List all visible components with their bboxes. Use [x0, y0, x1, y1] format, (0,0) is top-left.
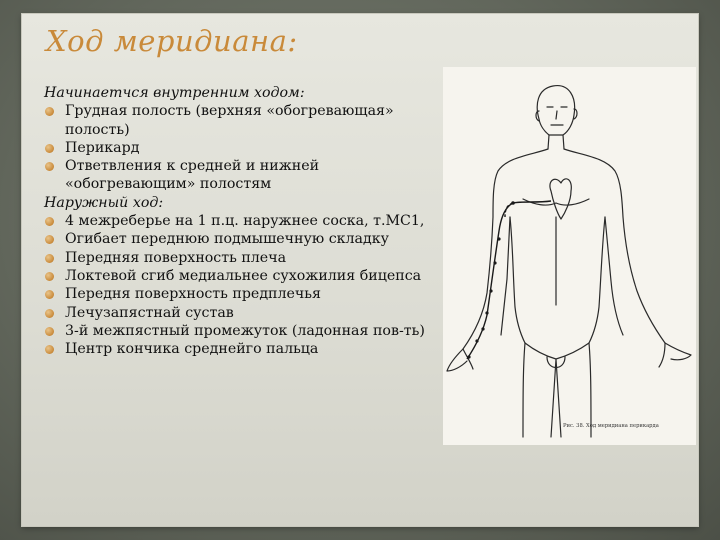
- internal-course-list: [44, 102, 444, 193]
- meridian-path: [467, 201, 551, 359]
- list-item: Передняя поверхность плеча: [44, 249, 444, 267]
- head-outline: [537, 86, 574, 135]
- list-item: Грудная полость (верхняя «обогревающая» полость): [44, 102, 444, 139]
- figure-caption: Рис. 38. Ход меридиана перикарда: [563, 423, 659, 429]
- meridian-figure: [443, 67, 696, 445]
- list-item: Перикард: [44, 139, 444, 157]
- body-outline-drawing: [443, 67, 696, 445]
- list-item: Локтевой сгиб медиальнее сухожилия бицепса: [44, 267, 444, 285]
- list-item: 4 межреберье на 1 п.ц. наружнее соска, т.МС1,: [44, 212, 444, 230]
- list-item: 3-й межпястный промежуток (ладонная пов-ть): [44, 322, 444, 340]
- slide-body: [44, 84, 444, 358]
- external-course-heading: Наружный ход:: [44, 194, 164, 211]
- list-item: Ответвления к средней и нижней «обогревающим» полостям: [44, 157, 444, 194]
- heart-drawing: [550, 179, 571, 219]
- list-item: Лечузапястнай сустав: [44, 304, 444, 322]
- slide-title: Ход меридиана:: [46, 24, 298, 58]
- list-item: Огибает переднюю подмышечную складку: [44, 230, 444, 248]
- external-course-list: [44, 212, 444, 358]
- list-item: Центр кончика среднейго пальца: [44, 340, 444, 358]
- list-item: Передня поверхность предплечья: [44, 285, 444, 303]
- internal-course-heading: Начинаетчся внутренним ходом:: [44, 85, 305, 101]
- meridian-points: [467, 201, 514, 358]
